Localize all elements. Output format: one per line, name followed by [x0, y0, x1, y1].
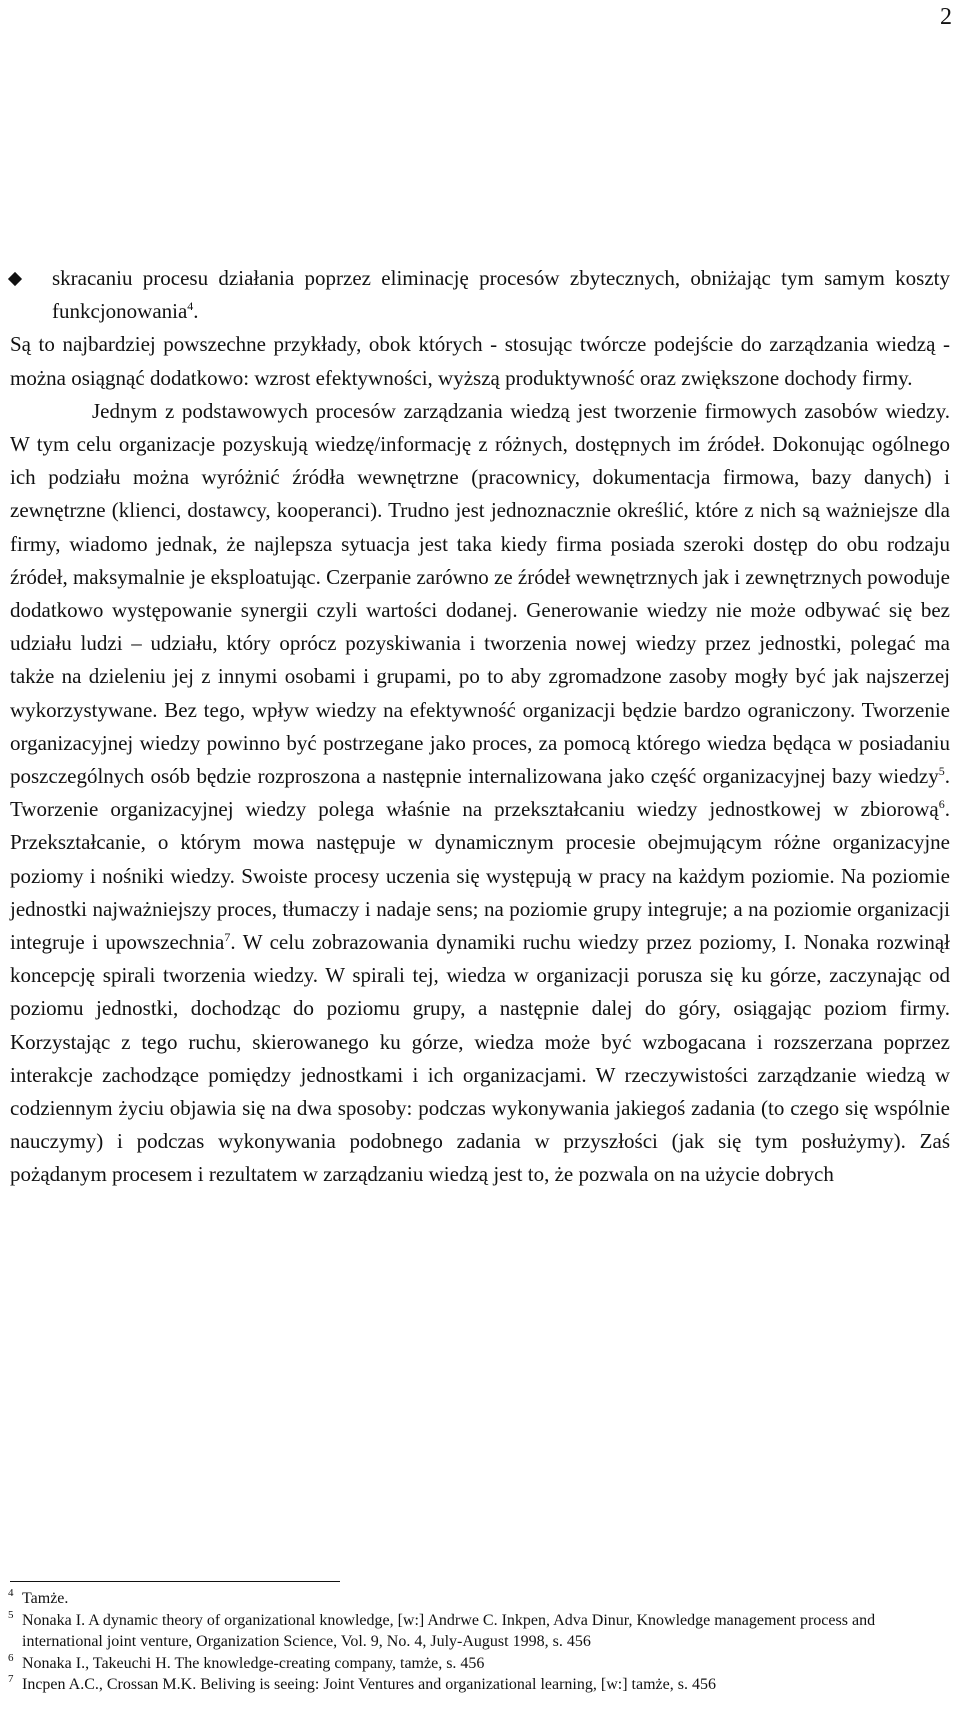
paragraph-2: [10, 395, 950, 1192]
paragraph-1: Są to najbardziej powszechne przykłady, obok których - stosując twórcze podejście do zarządzania wiedzą - można osiągnąć dodatkowo: wzrost efektywności, wyższą produktywność oraz zwiększone dochody firmy.: [10, 332, 950, 390]
footnote-number: 7: [8, 1673, 14, 1685]
footnote: [10, 1610, 940, 1653]
footnote-ref-7[interactable]: 7: [224, 930, 231, 945]
paragraph-2-part-3: . Przekształcanie, o którym mowa następuje w dynamicznym procesie obejmującym różne organizacyjne poziomy i nośniki wiedzy. Swoiste procesy uczenia się występują w pracy na każdym poziomie. Na poziomie jednostki najważniejszy proces, tłumaczy i nadaje sens; na poziomie grupy integruje; a na poziomie organizacji integruje i upowszechnia: [10, 797, 950, 955]
body-text: [10, 262, 950, 1192]
footnote-ref-5[interactable]: 5: [938, 764, 945, 779]
paragraph-2-part-4: . W celu zobrazowania dynamiki ruchu wiedzy przez poziomy, I. Nonaka rozwinął koncepcję spirali tworzenia wiedzy. W spirali tej, wiedza w organizacji porusza się ku górze, zaczynając od poziomu jednostki, dochodząc do poziomu grupy, a następnie dalej do góry, osiągając poziom firmy. Korzystając z tego ruchu, skierowanego ku górze, wiedza może być wzbogacana i rozszerzana poprzez interakcje zachodzące pomiędzy jednostkami i ich organizacjami. W rzeczywistości zarządzanie wiedzą w codziennym życiu objawia się na dwa sposoby: podczas wykonywania jakiegoś zadania (to czego się wspólnie nauczymy) i podczas wykonywania podobnego zadania w przyszłości (jak się tym posłużymy). Zaś pożądanym procesem i rezultatem w zarządzaniu wiedzą jest to, że pozwala on na użycie dobrych: [10, 930, 950, 1187]
footnote-separator: [10, 1581, 340, 1582]
footnote-text: Nonaka I., Takeuchi H. The knowledge-creating company, tamże, s. 456: [22, 1654, 485, 1672]
footnote-ref-6[interactable]: 6: [938, 797, 945, 812]
bullet-item-text: skracaniu procesu działania poprzez eliminację procesów zbytecznych, obniżając tym samym koszty funkcjonowania: [52, 266, 950, 324]
footnote: [10, 1674, 940, 1696]
footnote-number: 5: [8, 1608, 14, 1621]
bullet-item-end: .: [193, 299, 199, 324]
footnote-number: 4: [8, 1587, 14, 1599]
footnote: [10, 1588, 940, 1610]
diamond-bullet-icon: [8, 272, 22, 286]
footnote-number: 6: [8, 1651, 14, 1664]
footnote: [10, 1653, 940, 1675]
footnotes: [10, 1588, 940, 1696]
footnote-text: Nonaka I. A dynamic theory of organizational knowledge, [w:] Andrwe C. Inkpen, Adva Dinur, Knowledge management process and international joint venture, Organization Science, Vol. 9, No. 4, July-August 1998, s. 456: [22, 1611, 876, 1650]
page-number: 2: [940, 4, 952, 30]
paragraph-2-part-1: Jednym z podstawowych procesów zarządzania wiedzą jest tworzenie firmowych zasobów wiedzy. W tym celu organizacje pozyskują wiedzę/informację z różnych, dostępnych im źródeł. Dokonując ogólnego ich podziału można wyróżnić źródła wewnętrzne (pracownicy, dokumentacja firmowa, bazy danych) i zewnętrzne (klienci, dostawcy, kooperanci). Trudno jest jednoznacznie określić, które z nich są ważniejsze dla firmy, wiadomo jednak, że najlepsza sytuacja jest taka kiedy firma posiada szeroki dostęp do obu rodzaju źródeł, maksymalnie je eksploatując. Czerpanie zarówno ze źródeł wewnętrznych jak i zewnętrznych powoduje dodatkowo występowanie synergii czyli wartości dodanej. Generowanie wiedzy nie może odbywać się bez udziału ludzi – udziału, który oprócz pozyskiwania i tworzenia nowej wiedzy przez jednostki, polegać ma także na dzieleniu jej z innymi osobami i grupami, po to aby zgromadzone zasoby mogły być jak najszerzej wykorzystywane. Bez tego, wpływ wiedzy na efektywność organizacji będzie bardzo ograniczony. Tworzenie organizacyjnej wiedzy powinno być postrzegane jako proces, za pomocą którego wiedza będąca w posiadaniu poszczególnych osób będzie rozproszona a następnie internalizowana jako część organizacyjnej bazy wiedzy: [10, 398, 950, 789]
paragraph-2-part-2: . Tworzenie organizacyjnej wiedzy polega właśnie na przekształcaniu wiedzy jednostkowej w zbiorową: [10, 764, 950, 822]
footnote-text: Incpen A.C., Crossan M.K. Beliving is seeing: Joint Ventures and organizational learning, [w:] tamże, s. 456: [22, 1676, 716, 1693]
footnote-ref-4[interactable]: 4: [187, 299, 194, 314]
bullet-list-item: [10, 262, 950, 328]
footnote-text: Tamże.: [22, 1590, 69, 1607]
